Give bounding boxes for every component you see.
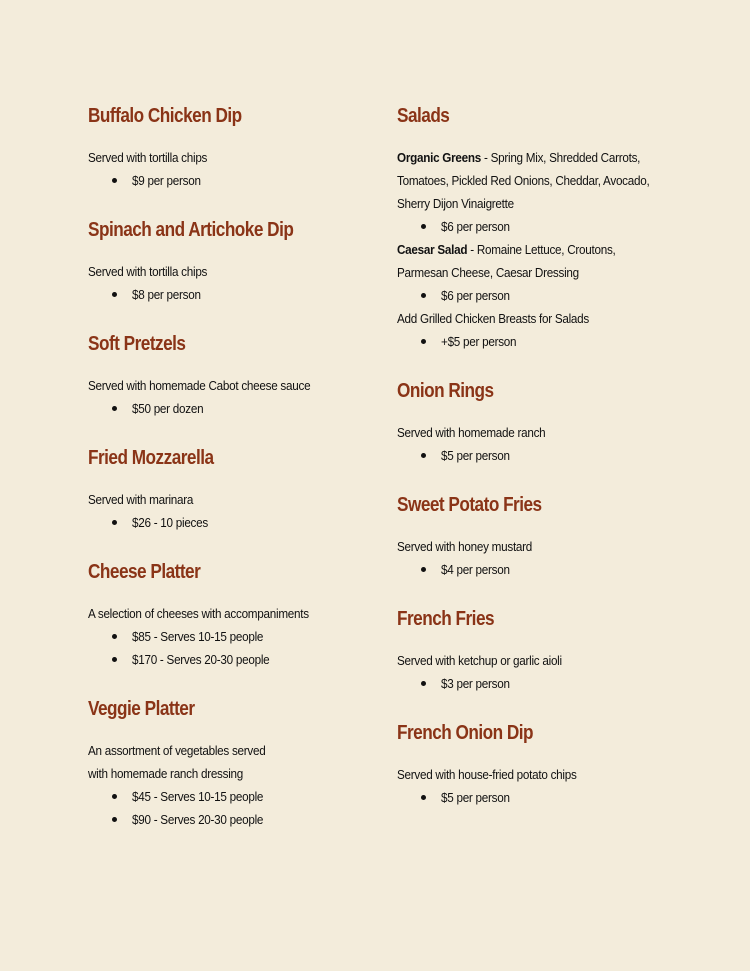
section-title: Fried Mozzarella (88, 447, 214, 469)
section-description: Served with tortilla chips (88, 150, 208, 165)
bullet-icon (421, 339, 426, 344)
price-list (397, 786, 727, 809)
price-list (88, 283, 378, 306)
bullet-icon (112, 178, 117, 183)
section-title: Buffalo Chicken Dip (88, 105, 242, 127)
right-column (397, 100, 727, 831)
price-item: +$5 per person (397, 330, 727, 353)
bullet-icon (112, 817, 117, 822)
price-list (88, 169, 378, 192)
price-item: $3 per person (397, 672, 727, 695)
section-title: Veggie Platter (88, 698, 195, 720)
caesar-salad-line-1: Caesar Salad - Romaine Lettuce, Croutons, (397, 242, 616, 257)
menu-section-soft-pretzels (88, 328, 378, 420)
menu-section-spinach-artichoke-dip (88, 214, 378, 306)
menu-section-buffalo-chicken-dip (88, 100, 378, 192)
caesar-salad-name: Caesar Salad (397, 242, 468, 257)
section-title: Cheese Platter (88, 561, 201, 583)
bullet-icon (112, 292, 117, 297)
price-list (397, 330, 727, 353)
menu-section-fried-mozzarella (88, 442, 378, 534)
bullet-icon (421, 224, 426, 229)
salad-addon: Add Grilled Chicken Breasts for Salads (397, 311, 589, 326)
section-description-continued: with homemade ranch dressing (88, 766, 244, 781)
price-item: $5 per person (397, 444, 727, 467)
bullet-icon (112, 634, 117, 639)
section-title: French Fries (397, 608, 495, 630)
section-description: Served with house-fried potato chips (397, 767, 577, 782)
section-description: Served with ketchup or garlic aioli (397, 653, 562, 668)
bullet-icon (112, 520, 117, 525)
price-item: $85 - Serves 10-15 people (88, 625, 378, 648)
left-column (88, 100, 378, 853)
price-list (88, 397, 378, 420)
menu-section-cheese-platter (88, 556, 378, 671)
section-title: Onion Rings (397, 380, 494, 402)
price-list (88, 511, 378, 534)
section-description: Served with homemade ranch (397, 425, 546, 440)
price-item: $26 - 10 pieces (88, 511, 378, 534)
section-title: Sweet Potato Fries (397, 494, 542, 516)
section-title: French Onion Dip (397, 722, 534, 744)
organic-greens-name: Organic Greens (397, 150, 482, 165)
price-list (397, 672, 727, 695)
organic-greens-line-2: Tomatoes, Pickled Red Onions, Cheddar, Avocado, (397, 173, 650, 188)
price-list (88, 785, 378, 831)
price-item: $90 - Serves 20-30 people (88, 808, 378, 831)
section-description: A selection of cheeses with accompaniments (88, 606, 309, 621)
menu-section-salads (397, 100, 727, 353)
price-item: $8 per person (88, 283, 378, 306)
organic-greens-line-1: Organic Greens - Spring Mix, Shredded Carrots, (397, 150, 641, 165)
organic-greens-line-3: Sherry Dijon Vinaigrette (397, 196, 514, 211)
price-list (88, 625, 378, 671)
section-description: Served with homemade Cabot cheese sauce (88, 378, 311, 393)
price-list (397, 558, 727, 581)
bullet-icon (421, 681, 426, 686)
bullet-icon (421, 453, 426, 458)
bullet-icon (112, 406, 117, 411)
bullet-icon (421, 795, 426, 800)
menu-section-sweet-potato-fries (397, 489, 727, 581)
section-description: Served with honey mustard (397, 539, 533, 554)
menu-section-french-onion-dip (397, 717, 727, 809)
price-item: $5 per person (397, 786, 727, 809)
section-title: Soft Pretzels (88, 333, 186, 355)
bullet-icon (112, 657, 117, 662)
caesar-salad-line-2: Parmesan Cheese, Caesar Dressing (397, 265, 579, 280)
bullet-icon (421, 293, 426, 298)
price-list (397, 215, 727, 238)
section-description: Served with tortilla chips (88, 264, 208, 279)
menu-section-french-fries (397, 603, 727, 695)
price-item: $45 - Serves 10-15 people (88, 785, 378, 808)
section-description: An assortment of vegetables served (88, 743, 266, 758)
price-list (397, 284, 727, 307)
price-item: $9 per person (88, 169, 378, 192)
menu-section-veggie-platter (88, 693, 378, 831)
price-item: $170 - Serves 20-30 people (88, 648, 378, 671)
section-description: Served with marinara (88, 492, 194, 507)
price-item: $4 per person (397, 558, 727, 581)
price-item: $6 per person (397, 284, 727, 307)
section-title: Spinach and Artichoke Dip (88, 219, 294, 241)
bullet-icon (112, 794, 117, 799)
price-list (397, 444, 727, 467)
price-item: $50 per dozen (88, 397, 378, 420)
menu-section-onion-rings (397, 375, 727, 467)
bullet-icon (421, 567, 426, 572)
price-item: $6 per person (397, 215, 727, 238)
section-title: Salads (397, 105, 450, 127)
